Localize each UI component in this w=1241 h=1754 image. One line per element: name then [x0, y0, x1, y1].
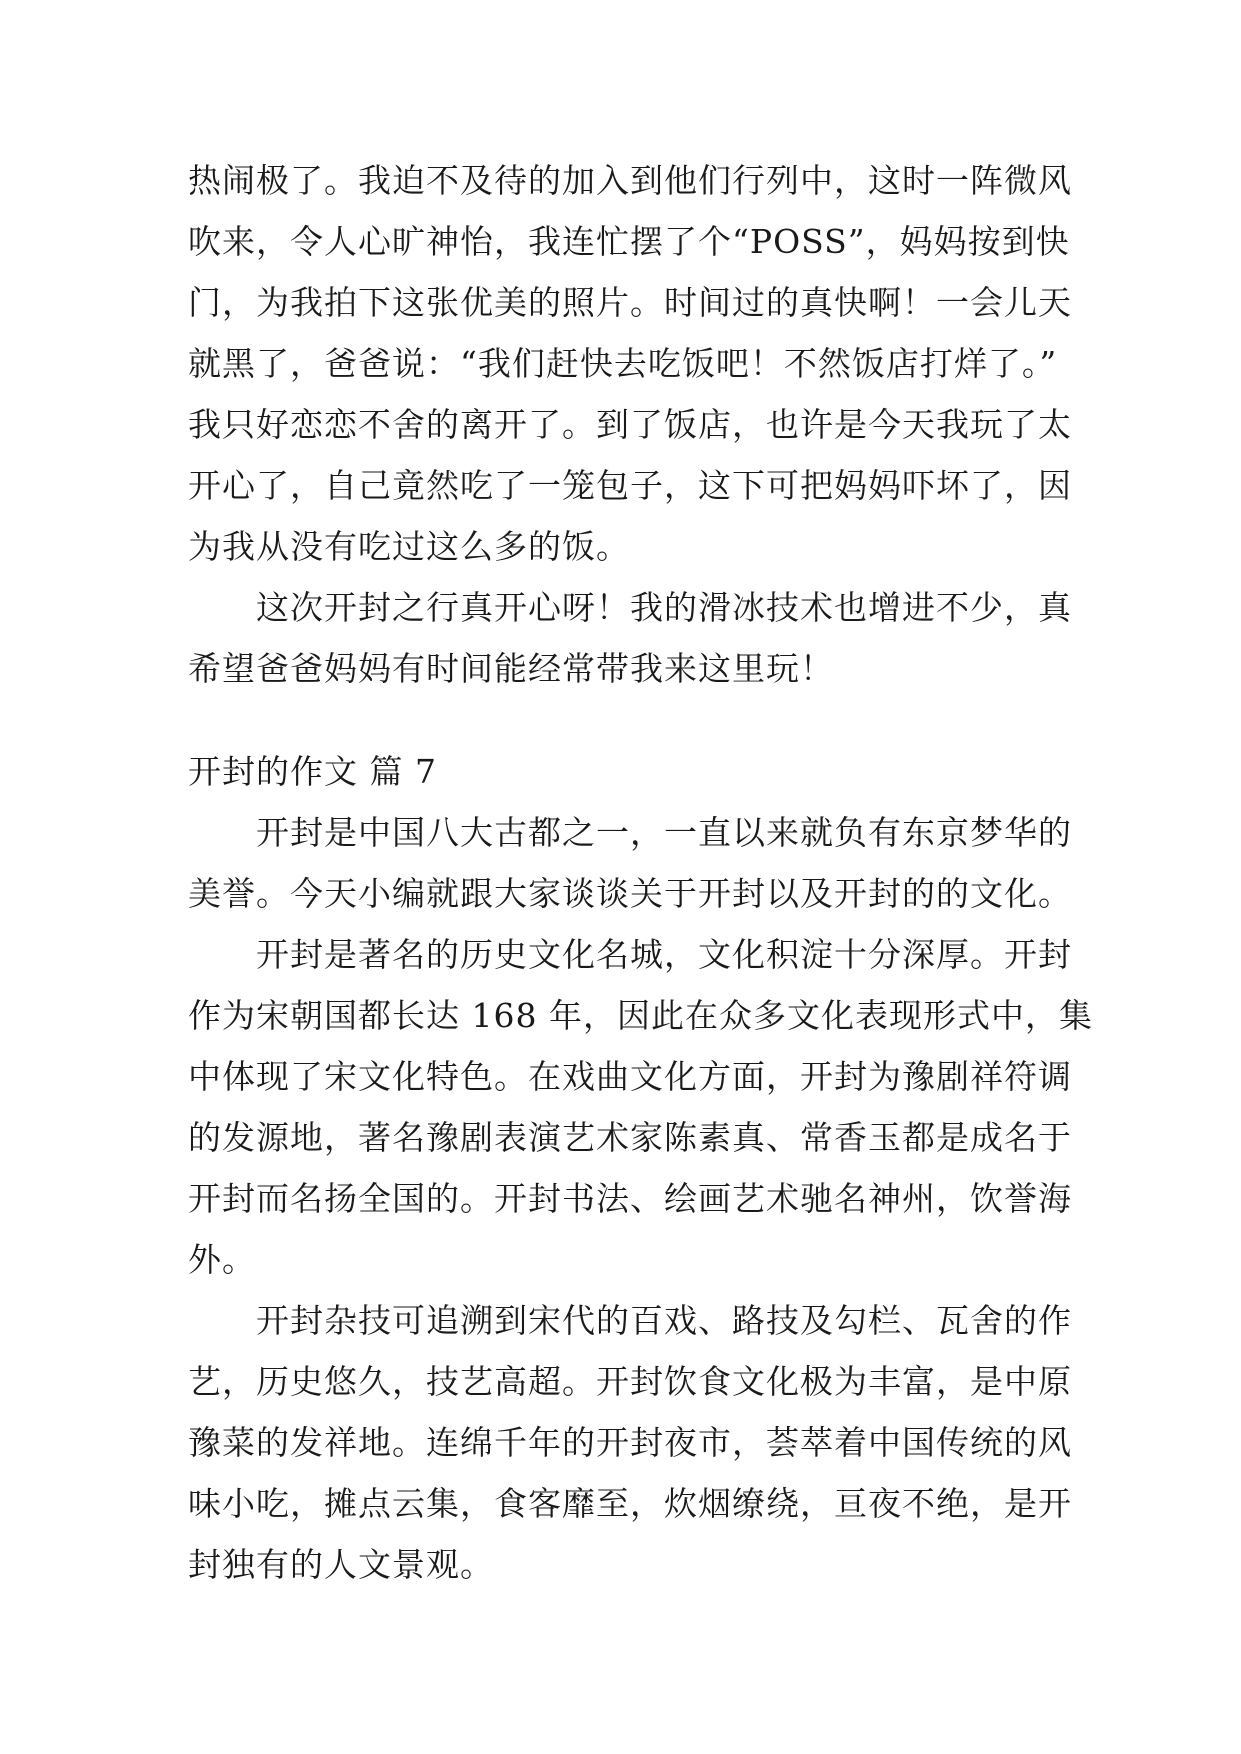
document-body [188, 150, 1093, 1595]
text-line: 美誉。今天小编就跟大家谈谈关于开封以及开封的的文化。 [188, 874, 1072, 913]
text-line: 我只好恋恋不舍的离开了。到了饭店，也许是今天我玩了太 [188, 405, 1072, 444]
text-line: 就黑了，爸爸说：“我们赶快去吃饭吧！不然饭店打烊了。” [188, 344, 1058, 383]
text-line: 吹来，令人心旷神怡，我连忙摆了个“POSS”，妈妈按到快 [188, 222, 1070, 261]
text-line: 的发源地，著名豫剧表演艺术家陈素真、常香玉都是成名于 [188, 1118, 1072, 1157]
text-line: 开封是中国八大古都之一，一直以来就负有东京梦华的 [256, 813, 1072, 852]
paragraph-1 [188, 150, 1072, 577]
paragraph-gap [188, 699, 1058, 741]
text-line: 中体现了宋文化特色。在戏曲文化方面，开封为豫剧祥符调 [188, 1057, 1072, 1096]
text-line: 门，为我拍下这张优美的照片。时间过的真快啊！一会儿天 [188, 283, 1072, 322]
paragraph-3 [188, 802, 1072, 924]
text-line: 艺，历史悠久，技艺高超。开封饮食文化极为丰富，是中原 [188, 1362, 1072, 1401]
text-line: 这次开封之行真开心呀！我的滑冰技术也增进不少，真 [256, 588, 1072, 627]
text-line: 封独有的人文景观。 [188, 1545, 494, 1584]
text-line: 味小吃，摊点云集，食客靡至，炊烟缭绕，亘夜不绝，是开 [188, 1484, 1072, 1523]
text-line: 希望爸爸妈妈有时间能经常带我来这里玩！ [188, 649, 834, 688]
text-line: 开封是著名的历史文化名城，文化积淀十分深厚。开封 [256, 935, 1072, 974]
paragraph-5 [188, 1290, 1072, 1595]
text-line: 热闹极了。我迫不及待的加入到他们行列中，这时一阵微风 [188, 161, 1072, 200]
text-line: 开封杂技可追溯到宋代的百戏、路技及勾栏、瓦舍的作 [256, 1301, 1072, 1340]
text-line: 外。 [188, 1240, 256, 1279]
section-heading: 开封的作文 篇 7 [188, 752, 437, 791]
text-line: 为我从没有吃过这么多的饭。 [188, 527, 630, 566]
text-line: 开封而名扬全国的。开封书法、绘画艺术驰名神州，饮誉海 [188, 1179, 1072, 1218]
paragraph-2 [188, 577, 1072, 699]
paragraph-4 [188, 924, 1093, 1290]
text-line: 作为宋朝国都长达 168 年，因此在众多文化表现形式中，集 [188, 996, 1093, 1035]
text-line: 豫菜的发祥地。连绵千年的开封夜市，荟萃着中国传统的风 [188, 1423, 1072, 1462]
text-line: 开心了，自己竟然吃了一笼包子，这下可把妈妈吓坏了，因 [188, 466, 1072, 505]
